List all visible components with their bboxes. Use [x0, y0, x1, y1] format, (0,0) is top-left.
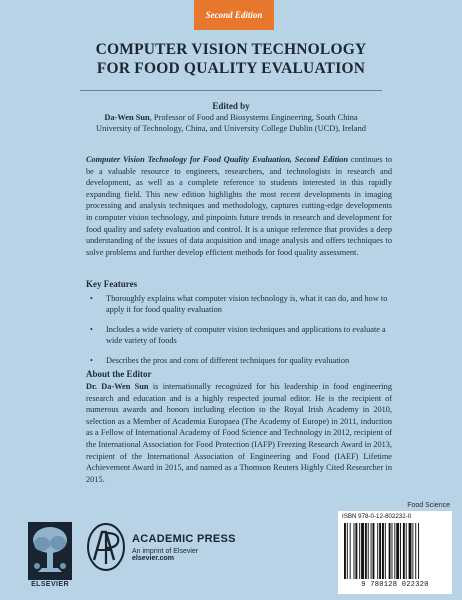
publisher-website: elsevier.com — [132, 555, 175, 562]
list-item — [86, 293, 392, 315]
elsevier-tree-icon — [28, 522, 72, 580]
editor-affiliation: , Professor of Food and Biosystems Engineering, South China University of Technology, China, and University College Dublin (UCD), Ireland — [96, 113, 366, 133]
elsevier-wordmark: ELSEVIER — [31, 581, 69, 588]
about-editor-body: is internationally recognized for his leadership in food engineering research and education and is a highly respected journal editor. He is the recipient of numerous awards and honors including election to the Royal Irish Academy in 2010, selection as a Member of Academia Europaea (The Academy of Europe) in 2011, induction as a Fellow of International Academy of Food Science and Technology in 2012, recipient of the International Association for Food Protection (IAFP) Freezing Research Award in 2013, recipient of the International Association of Engineering and Food (IAEF) Lifetime Achievement Award in 2015, and named as a Thomson Reuters Highly Cited Researcher in 2015. — [86, 382, 392, 484]
publisher-imprint: An imprint of Elsevier — [132, 548, 199, 555]
feature-text: Includes a wide variety of computer vision techniques and applications to evaluate a wide variety of foods — [106, 325, 386, 345]
title-divider — [80, 90, 382, 91]
edition-label: Second Edition — [205, 10, 263, 20]
publisher-block — [132, 533, 236, 562]
editor-name: Da-Wen Sun — [104, 113, 150, 122]
list-item — [86, 355, 392, 366]
list-item — [86, 324, 392, 346]
subject-category: Food Science — [407, 502, 450, 509]
feature-text: Describes the pros and cons of different techniques for quality evaluation — [106, 356, 350, 365]
bullet-icon: • — [90, 356, 93, 365]
editor-credit — [88, 112, 374, 134]
isbn-text: ISBN 978-0-12-802232-0 — [342, 513, 412, 520]
description-lead: Computer Vision Technology for Food Quality Evaluation, Second Edition — [86, 155, 348, 164]
bullet-icon: • — [90, 325, 93, 334]
barcode-icon — [344, 523, 446, 581]
key-features-heading: Key Features — [86, 279, 138, 289]
academic-press-ap-icon — [86, 522, 126, 572]
publisher-name: ACADEMIC PRESS — [132, 533, 236, 545]
about-editor-text — [86, 381, 392, 485]
barcode-digits: 9 780128 022320 — [361, 581, 429, 589]
bullet-icon: • — [90, 294, 93, 303]
book-title — [0, 40, 462, 78]
title-line-1: COMPUTER VISION TECHNOLOGY — [95, 41, 367, 58]
barcode-area — [338, 511, 452, 594]
description-body: continues to be a valuable resource to engineers, researchers, and technologists in research and development, as well as a complete reference to students interested in this rapidly expanding field. This new edition highlights the most recent developments in imaging processing and analysis techniques and methodology, captures cutting-edge developments in computer vision technology, and pinpoints future trends in research and development for food quality and safety evaluation and control. It is a unique reference that provides a deep understanding of the issues of data acquisition and image analysis and offers techniques to solve problems and further develop efficient methods for food quality assessment. — [86, 155, 392, 257]
edition-tab — [194, 0, 274, 30]
about-editor-lead: Dr. Da-Wen Sun — [86, 382, 149, 391]
book-description — [86, 154, 392, 258]
feature-text: Thoroughly explains what computer vision technology is, what it can do, and how to apply it for food quality evaluation — [106, 294, 388, 314]
about-editor-heading: About the Editor — [86, 369, 152, 379]
edited-by-label: Edited by — [212, 101, 250, 111]
title-line-2: FOR FOOD QUALITY EVALUATION — [96, 60, 366, 77]
key-features-list — [86, 293, 392, 375]
